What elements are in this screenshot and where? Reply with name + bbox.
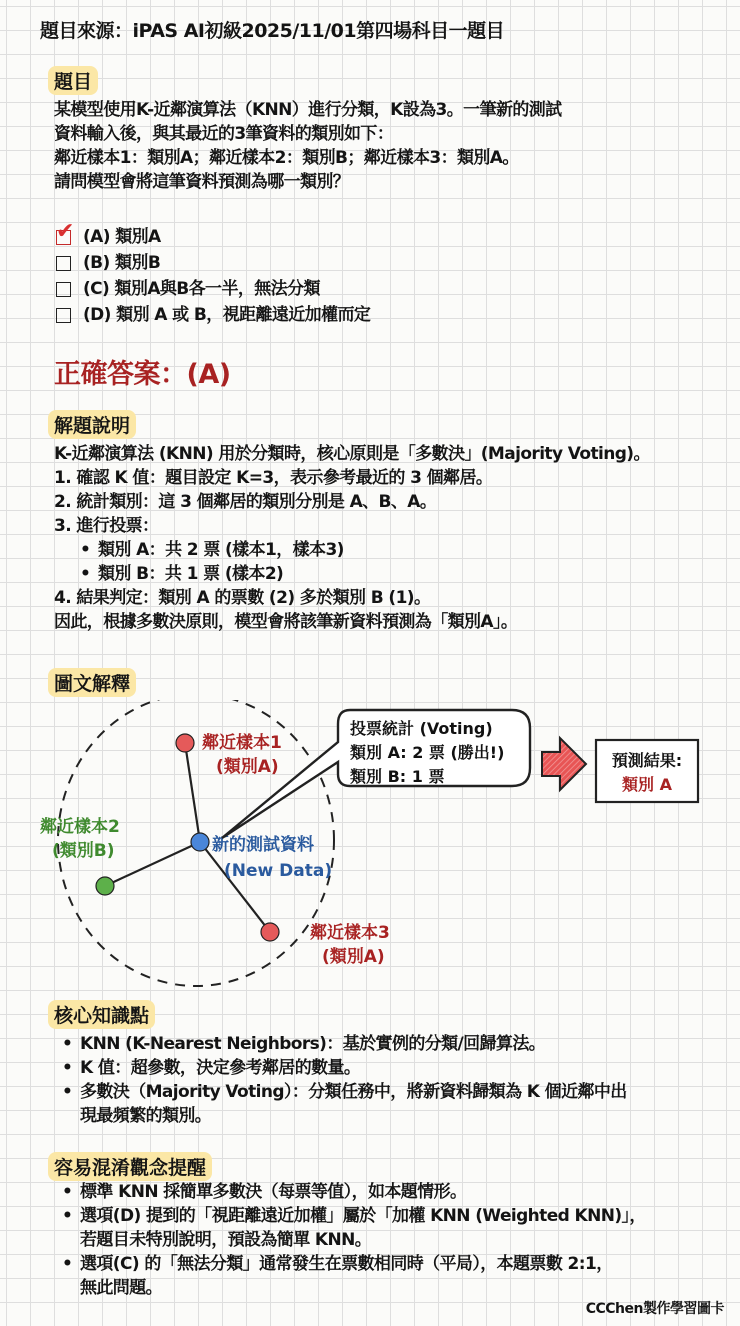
explanation-sub-item: • 類別 B：共 1 票 (樣本2) bbox=[54, 562, 650, 586]
explanation-tag: 解題說明 bbox=[48, 410, 136, 439]
pitfall-item-continued: 無此問題。 bbox=[80, 1278, 162, 1298]
neighbor2-node bbox=[96, 877, 114, 895]
footer-credit: CCChen製作學習圖卡 bbox=[585, 1301, 724, 1317]
knowledge-item-continued: 現最頻繁的類別。 bbox=[80, 1106, 212, 1126]
option-b[interactable] bbox=[56, 250, 370, 276]
checkbox[interactable] bbox=[56, 308, 71, 323]
explanation-line: 因此，根據多數決原則，模型會將該筆新資料預測為「類別A」。 bbox=[54, 612, 518, 632]
options-list bbox=[56, 218, 371, 328]
edge-neighbor1 bbox=[185, 743, 200, 842]
arrow-right-icon bbox=[542, 738, 586, 790]
explanation-sub-item: • 類別 A：共 2 票 (樣本1，樣本3) bbox=[54, 538, 650, 562]
neighbor3-label: 鄰近樣本3 bbox=[310, 923, 390, 943]
question-source: 題目來源：iPAS AI初級2025/11/01第四場科目一題目 bbox=[40, 20, 505, 42]
question-line: 某模型使用K-近鄰演算法（KNN）進行分類，K設為3。一筆新的測試 bbox=[54, 100, 562, 120]
knn-diagram bbox=[0, 700, 740, 990]
edge-neighbor2 bbox=[105, 842, 200, 886]
checkbox[interactable] bbox=[56, 282, 71, 297]
new-data-en: (New Data) bbox=[224, 861, 333, 881]
question-line: 鄰近樣本1：類別A；鄰近樣本2：類別B；鄰近樣本3：類別A。 bbox=[54, 148, 519, 168]
option-label: (D) 類別 A 或 B，視距離遠近加權而定 bbox=[83, 305, 371, 325]
neighbor2-class: (類別B) bbox=[52, 841, 115, 861]
pitfall-item: • 選項(C) 的「無法分類」通常發生在票數相同時（平局），本題票數 2:1， bbox=[54, 1252, 646, 1276]
explanation-text bbox=[54, 442, 650, 634]
pitfalls-list bbox=[54, 1180, 646, 1300]
knowledge-item: • 多數決（Majority Voting）：分類任務中，將新資料歸類為 K 個近鄰中出 bbox=[54, 1080, 627, 1104]
neighbor1-class: (類別A) bbox=[216, 757, 279, 777]
neighbor1-node bbox=[176, 734, 194, 752]
check-mark-icon: ✔ bbox=[56, 218, 74, 244]
knowledge-item: • K 值：超參數，決定參考鄰居的數量。 bbox=[54, 1056, 627, 1080]
pitfall-item: • 標準 KNN 採簡單多數決（每票等值），如本題情形。 bbox=[54, 1180, 646, 1204]
question-line: 請問模型會將這筆資料預測為哪一類別？ bbox=[54, 172, 350, 192]
checkbox[interactable] bbox=[56, 256, 71, 271]
question-line: 資料輸入後，與其最近的3筆資料的類別如下： bbox=[54, 124, 394, 144]
explanation-line: 3. 進行投票： bbox=[54, 516, 159, 536]
pitfall-item: • 選項(D) 提到的「視距離遠近加權」屬於「加權 KNN (Weighted KNN)」， bbox=[54, 1204, 646, 1228]
diagram-tag: 圖文解釋 bbox=[48, 668, 136, 697]
correct-answer: 正確答案：(A) bbox=[54, 359, 231, 390]
new-data-label: 新的測試資料 bbox=[212, 835, 314, 855]
explanation-line: K-近鄰演算法 (KNN) 用於分類時，核心原則是「多數決」(Majority Voting)。 bbox=[54, 444, 650, 464]
neighbor3-node bbox=[261, 923, 279, 941]
explanation-line: 1. 確認 K 值：題目設定 K=3，表示參考最近的 3 個鄰居。 bbox=[54, 468, 493, 488]
edge-neighbor3 bbox=[200, 842, 270, 932]
voting-class-a: 類別 A: 2 票 (勝出!) bbox=[350, 743, 505, 762]
knowledge-list bbox=[54, 1032, 627, 1128]
explanation-line: 2. 統計類別：這 3 個鄰居的類別分別是 A、B、A。 bbox=[54, 492, 437, 512]
question-text bbox=[54, 98, 562, 194]
neighbor3-class: (類別A) bbox=[322, 947, 385, 967]
neighbor2-label: 鄰近樣本2 bbox=[40, 817, 120, 837]
option-d[interactable] bbox=[56, 302, 370, 328]
question-tag: 題目 bbox=[48, 66, 98, 95]
checkbox-checked[interactable] bbox=[56, 218, 74, 245]
option-label: (C) 類別A與B各一半，無法分類 bbox=[83, 279, 320, 299]
option-c[interactable] bbox=[56, 276, 370, 302]
result-value: 類別 A bbox=[622, 775, 672, 794]
option-label: (B) 類別B bbox=[83, 253, 161, 273]
pitfalls-tag: 容易混淆觀念提醒 bbox=[48, 1152, 212, 1181]
explanation-line: 4. 結果判定：類別 A 的票數 (2) 多於類別 B (1)。 bbox=[54, 588, 431, 608]
result-title: 預測結果: bbox=[611, 751, 683, 770]
knowledge-tag: 核心知識點 bbox=[48, 1000, 155, 1029]
voting-class-b: 類別 B: 1 票 bbox=[350, 767, 445, 786]
new-data-node bbox=[191, 833, 209, 851]
pitfall-item-continued: 若題目未特別說明，預設為簡單 KNN。 bbox=[80, 1230, 372, 1250]
option-label: (A) 類別A bbox=[83, 227, 161, 247]
option-a[interactable] bbox=[56, 218, 370, 250]
neighbor1-label: 鄰近樣本1 bbox=[202, 733, 282, 753]
voting-title: 投票統計 (Voting) bbox=[350, 719, 493, 738]
knowledge-item: • KNN (K-Nearest Neighbors)：基於實例的分類/回歸算法。 bbox=[54, 1032, 627, 1056]
